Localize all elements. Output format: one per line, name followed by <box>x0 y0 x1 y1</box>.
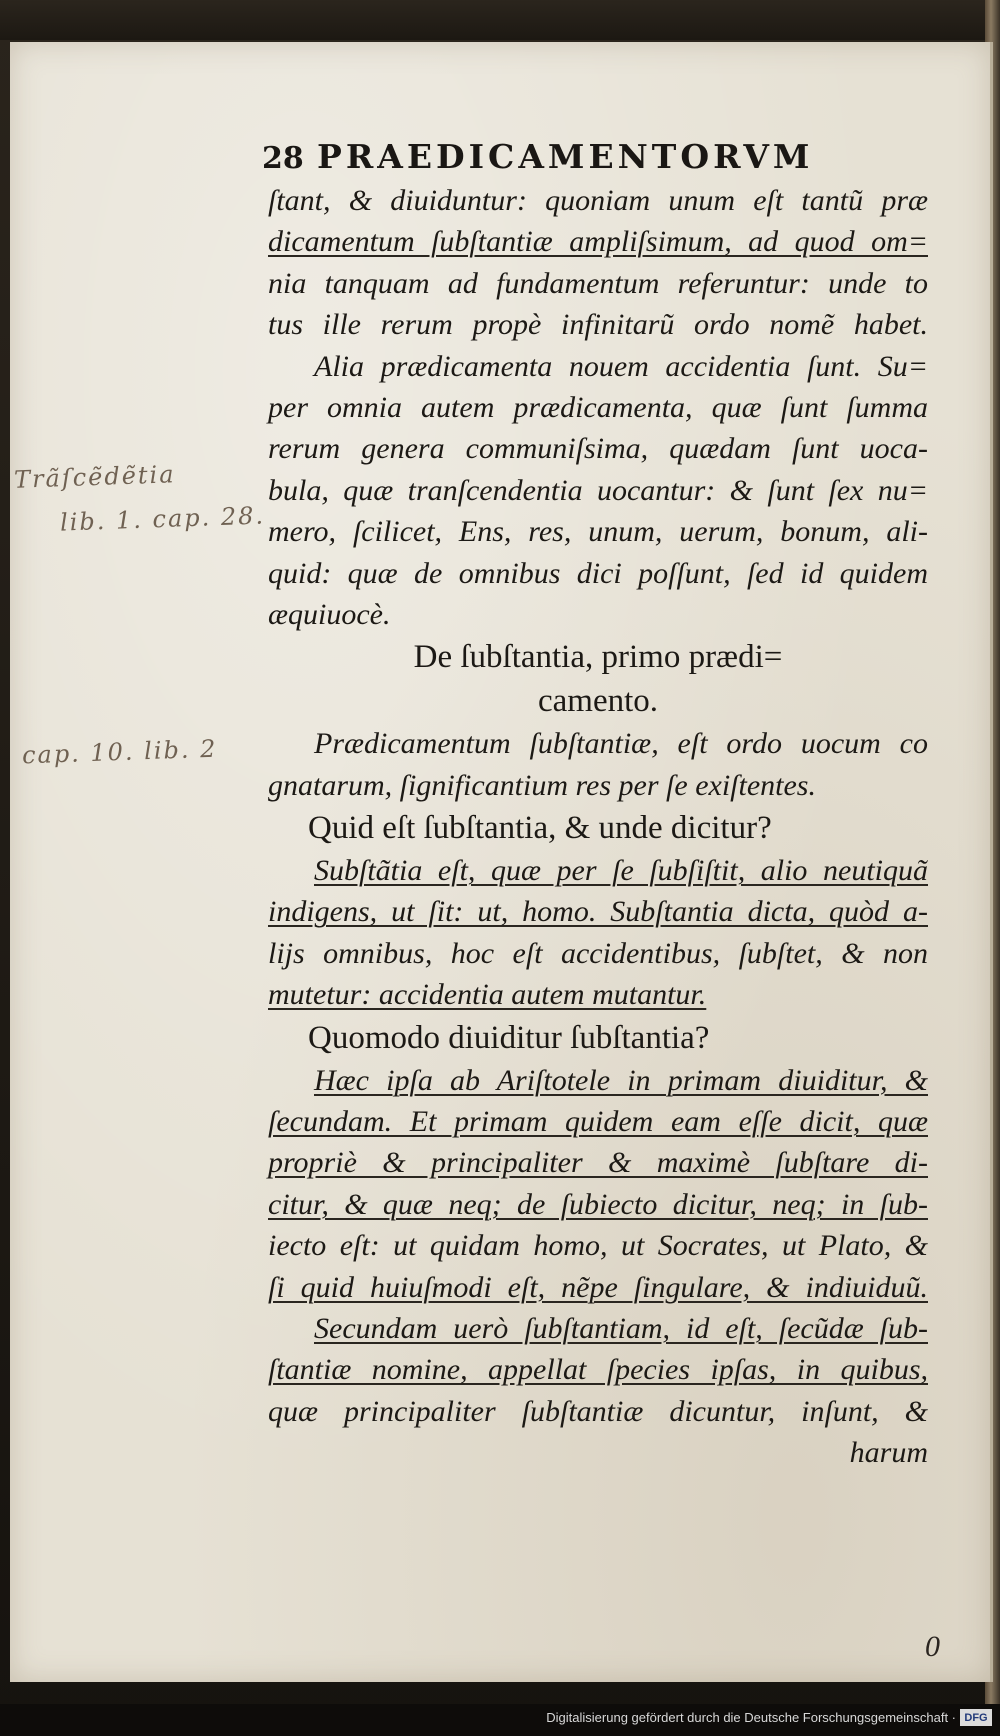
running-head <box>262 137 882 176</box>
text-line: nia tanquam ad fundamentum referuntur: unde to <box>268 266 928 300</box>
main-text <box>268 180 928 1474</box>
text-line: citur, & quæ neq; de ſubiecto dicitur, neq; in ſub- <box>268 1187 928 1221</box>
text-line: quid: quæ de omnibus dici poſſunt, ſed id quidem <box>268 556 928 590</box>
running-title: PRAEDICAMENTORVM <box>317 137 814 176</box>
dfg-logo: DFG <box>960 1709 992 1726</box>
scan-top-edge <box>0 0 1000 40</box>
margin-note: Trãſcẽdẽtia <box>13 460 176 494</box>
text-line: Secundam uerò ſubſtantiam, id eſt, ſecũdæ ſub- <box>314 1311 928 1345</box>
text-line: ſi quid huiuſmodi eſt, nẽpe ſingulare, & indiuiduũ. <box>268 1270 928 1304</box>
text-line: per omnia autem prædicamenta, quæ ſunt ſumma <box>268 390 928 424</box>
text-line: ſtantiæ nomine, appellat ſpecies ipſas, in quibus, <box>268 1353 928 1387</box>
question-heading: Quomodo diuiditur ſubſtantia? <box>308 1019 710 1056</box>
text-line: quæ principaliter ſubſtantiæ dicuntur, inſunt, & <box>268 1394 928 1428</box>
question-heading: Quid eſt ſubſtantia, & unde dicitur? <box>308 810 772 847</box>
text-line: rerum genera communiſsima, quædam ſunt uoca- <box>268 432 928 466</box>
text-line: Prædicamentum ſubſtantiæ, eſt ordo uocum co <box>314 727 928 761</box>
text-line: bula, quæ tranſcendentia uocantur: & ſunt ſex nu= <box>268 473 928 507</box>
digitization-credit: Digitalisierung gefördert durch die Deutsche Forschungsgemeinschaft · <box>546 1710 956 1725</box>
text-line: Alia prædicamenta nouem accidentia ſunt. Su= <box>314 349 928 383</box>
margin-note: lib. 1. cap. 28. <box>59 501 266 537</box>
text-line: propriè & principaliter & maximè ſubſtare di- <box>268 1146 928 1180</box>
text-line: indigens, ut ſit: ut, homo. Subſtantia dicta, quòd a- <box>268 895 928 929</box>
margin-note: cap. 10. lib. 2 <box>21 734 218 770</box>
text-line: Subſtãtia eſt, quæ per ſe ſubſiſtit, alio neutiquã <box>314 854 928 888</box>
text-line: ſecundam. Et primam quidem eam eſſe dicit, quæ <box>268 1105 928 1139</box>
text-line: mutetur: accidentia autem mutantur. <box>268 978 707 1012</box>
text-line: dicamentum ſubſtantiæ ampliſsimum, ad quod om= <box>268 225 928 259</box>
text-line: Hæc ipſa ab Ariſtotele in primam diuiditur, & <box>314 1063 928 1097</box>
section-heading: De ſubſtantia, primo prædi= <box>413 639 783 676</box>
section-heading-cont: camento. <box>537 683 659 720</box>
text-line: mero, ſcilicet, Ens, res, unum, uerum, bonum, ali- <box>268 515 928 549</box>
catchword: harum <box>849 1436 928 1470</box>
page-number: 28 <box>262 141 304 176</box>
text-line: ſtant, & diuiduntur: quoniam unum eſt tantũ præ <box>268 184 928 217</box>
text-line: tus ille rerum propè infinitarũ ordo nomẽ habet. <box>268 308 928 342</box>
page-mark: 0 <box>925 1630 940 1663</box>
text-line: iecto eſt: ut quidam homo, ut Socrates, ut Plato, & <box>268 1229 928 1263</box>
text-line: gnatarum, ſignificantium res per ſe exiſtentes. <box>268 768 816 802</box>
text-line: lijs omnibus, hoc eſt accidentibus, ſubſtet, & non <box>268 936 928 970</box>
text-line: æquiuocè. <box>268 597 391 631</box>
